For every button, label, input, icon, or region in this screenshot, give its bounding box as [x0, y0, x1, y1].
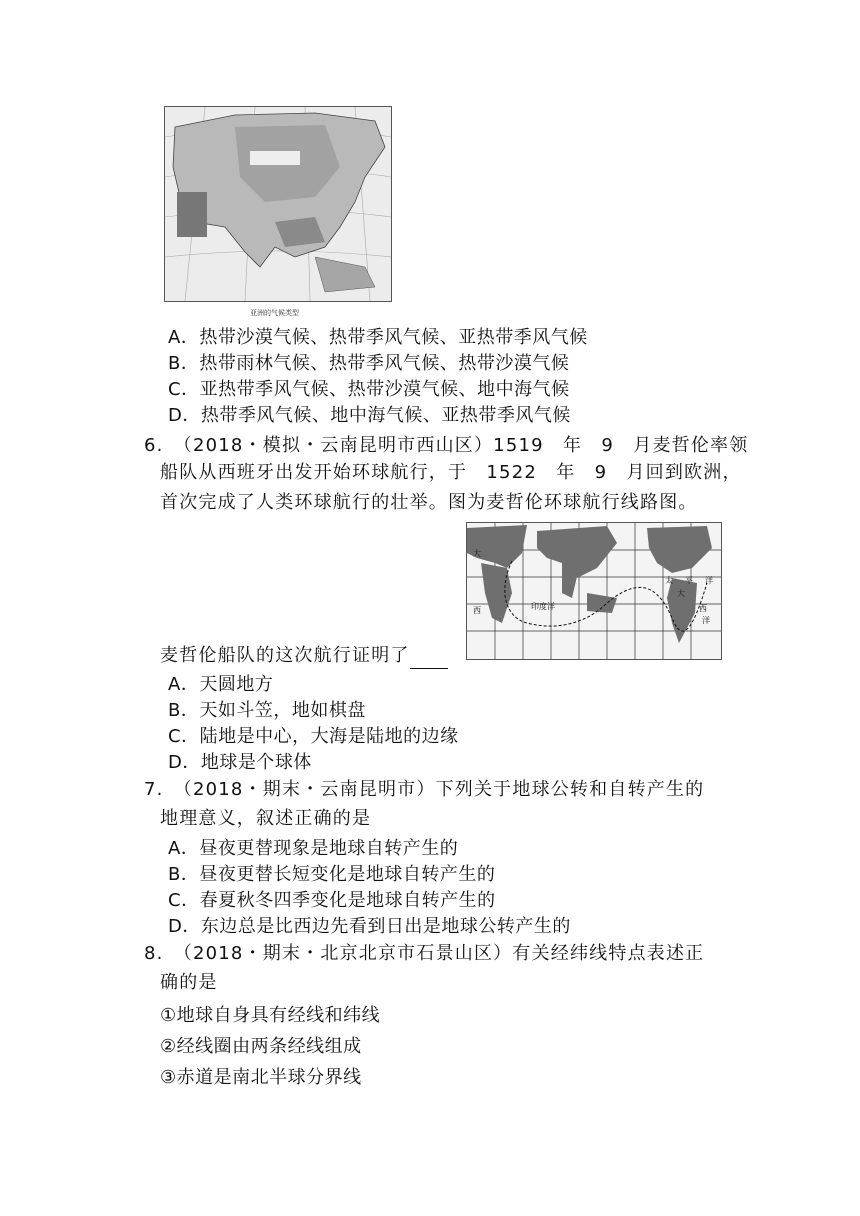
- q8-line-2: 确的是: [160, 972, 218, 993]
- q7-option-a: A．昼夜更替现象是地球自转产生的: [168, 838, 459, 859]
- map-label-8: 洋: [702, 616, 710, 625]
- q6-stem: [160, 643, 448, 669]
- q8-item-1: ①地球自身具有经线和纬线: [160, 1005, 381, 1026]
- q5-option-c: C．亚热带季风气候、热带沙漠气候、地中海气候: [168, 379, 570, 400]
- q6-line-2: 船队从西班牙出发开始环球航行，于 1522 年 9 月回到欧洲，: [160, 462, 742, 483]
- q6-line-3: 首次完成了人类环球航行的壮举。图为麦哲伦环球航行线路图。: [160, 492, 698, 513]
- map-label-4: 大: [677, 589, 685, 598]
- magellan-route-graphic: [467, 523, 721, 659]
- q5-option-d: D．热带季风气候、地中海气候、亚热带季风气候: [168, 405, 571, 426]
- q7-option-c: C．春夏秋冬四季变化是地球自转产生的: [168, 890, 496, 911]
- asia-climate-map-graphic: [165, 107, 391, 301]
- q8-item-3: ③赤道是南北半球分界线: [160, 1067, 362, 1088]
- q6-option-d: D．地球是个球体: [168, 752, 312, 773]
- q6-option-c: C．陆地是中心，大海是陆地的边缘: [168, 726, 459, 747]
- q7-line-2: 地理意义，叙述正确的是: [160, 808, 372, 829]
- map-label-7: 西: [699, 604, 707, 613]
- q7-option-d: D．东边总是比西边先看到日出是地球公转产生的: [168, 916, 571, 937]
- map-label-1: 太: [665, 576, 673, 585]
- q5-option-a: A．热带沙漠气候、热带季风气候、亚热带季风气候: [168, 327, 588, 348]
- q5-option-b: B．热带雨林气候、热带季风气候、热带沙漠气候: [168, 353, 570, 374]
- q8-line-1: 8. （2018・期末・北京北京市石景山区）有关经纬线特点表述正: [144, 943, 705, 964]
- map-label-5: 西: [473, 606, 481, 615]
- map-label-3: 洋: [705, 576, 713, 585]
- q8-item-2: ②经线圈由两条经线组成: [160, 1036, 362, 1057]
- q7-line-1: 7. （2018・期末・云南昆明市）下列关于地球公转和自转产生的: [144, 779, 705, 800]
- figure-caption: 亚洲的气候类型: [250, 309, 299, 317]
- q6-line-1: 6. （2018・模拟・云南昆明市西山区）1519 年 9 月麦哲伦率领: [144, 435, 749, 456]
- q6-option-a: A．天圆地方: [168, 674, 274, 695]
- q6-stem-text: 麦哲伦船队的这次航行证明了: [160, 645, 410, 666]
- asia-climate-map: [164, 106, 392, 302]
- map-label-0: 大: [473, 549, 481, 558]
- magellan-route-map: [466, 522, 722, 660]
- q7-option-b: B．昼夜更替长短变化是地球自转产生的: [168, 864, 496, 885]
- q6-option-b: B．天如斗笠，地如棋盘: [168, 700, 366, 721]
- map-label-6: 印度洋: [531, 602, 555, 611]
- answer-blank: [410, 650, 448, 669]
- map-label-2: 平: [685, 576, 693, 585]
